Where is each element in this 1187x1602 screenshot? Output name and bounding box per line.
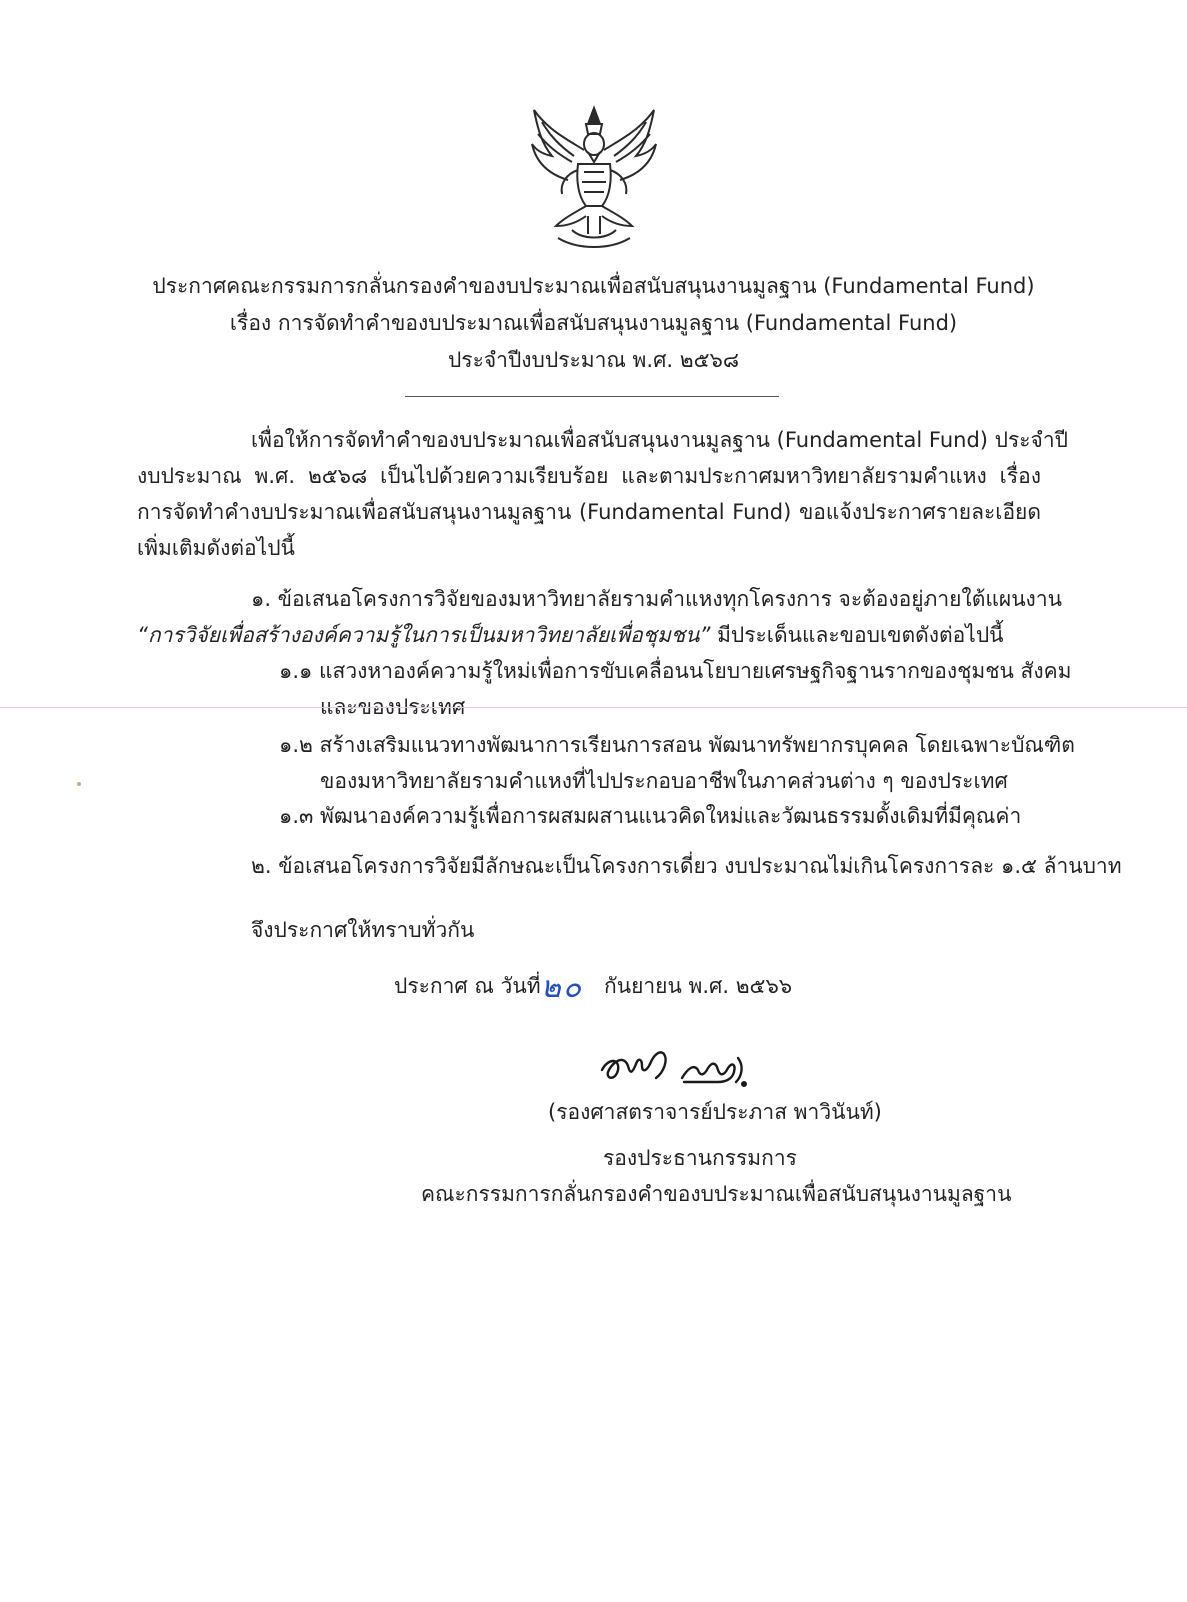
- item-1-plan-line: [137, 621, 1004, 649]
- intro-line: งบประมาณ พ.ศ. ๒๕๖๘ เป็นไปด้วยความเรียบร้อย และตามประกาศมหาวิทยาลัยรามคำแหง เรื่อง: [137, 464, 1041, 488]
- handwritten-signature: [594, 1040, 774, 1100]
- plan-name: “การวิจัยเพื่อสร้างองค์ความรู้ในการเป็นมหาวิทยาลัยเพื่อชุมชน”: [137, 623, 711, 647]
- intro-line: การจัดทำคำงบประมาณเพื่อสนับสนุนงานมูลฐาน (Fundamental Fund) ขอแจ้งประกาศรายละเอียด: [137, 500, 1041, 524]
- item-2-text: ๒. ข้อเสนอโครงการวิจัยมีลักษณะเป็นโครงการเดี่ยว งบประมาณไม่เกินโครงการละ ๑.๕ ล้านบาท: [251, 854, 1122, 878]
- garuda-emblem-icon: [528, 100, 660, 252]
- scan-artifact-line: [0, 707, 1187, 708]
- title-divider: [405, 396, 779, 397]
- signatory-name: (รองศาสตราจารย์ประภาส พาวินันท์): [548, 1100, 882, 1124]
- committee-name: คณะกรรมการกลั่นกรองคำของบประมาณเพื่อสนับสนุนงานมูลฐาน: [421, 1182, 1012, 1206]
- item-1-1-text: ๑.๑ แสวงหาองค์ความรู้ใหม่เพื่อการขับเคลื่อนนโยบายเศรษฐกิจฐานรากของชุมชน สังคม: [279, 659, 1072, 683]
- plan-scope-text: มีประเด็นและขอบเขตดังต่อไปนี้: [717, 623, 1004, 647]
- scan-speck: [77, 782, 81, 786]
- signatory-position: รองประธานกรรมการ: [603, 1146, 797, 1170]
- item-1-2-text: ๑.๒ สร้างเสริมแนวทางพัฒนาการเรียนการสอน พัฒนาทรัพยากรบุคคล โดยเฉพาะบัณฑิต: [279, 733, 1075, 757]
- announcement-title: ประกาศคณะกรรมการกลั่นกรองคำของบประมาณเพื่อสนับสนุนงานมูลฐาน (Fundamental Fund): [152, 274, 1035, 298]
- announcement-subject: เรื่อง การจัดทำคำของบประมาณเพื่อสนับสนุนงานมูลฐาน (Fundamental Fund): [229, 311, 958, 335]
- fiscal-year-line: ประจำปีงบประมาณ พ.ศ. ๒๕๖๘: [447, 348, 740, 372]
- item-1-text: ๑. ข้อเสนอโครงการวิจัยของมหาวิทยาลัยรามคำแหงทุกโครงการ จะต้องอยู่ภายใต้แผนงาน: [251, 587, 1062, 611]
- date-suffix: กันยายน พ.ศ. ๒๕๖๖: [604, 974, 793, 998]
- item-1-1-continuation: และของประเทศ: [320, 695, 466, 719]
- handwritten-day: ๒๐: [541, 970, 584, 1005]
- date-prefix: ประกาศ ณ วันที่: [394, 974, 541, 998]
- item-1-3-text: ๑.๓ พัฒนาองค์ความรู้เพื่อการผสมผสานแนวคิดใหม่และวัฒนธรรมดั้งเดิมที่มีคุณค่า: [279, 804, 1022, 828]
- closing-text: จึงประกาศให้ทราบทั่วกัน: [251, 918, 475, 942]
- intro-line: เพิ่มเติมดังต่อไปนี้: [137, 536, 295, 560]
- intro-line: เพื่อให้การจัดทำคำของบประมาณเพื่อสนับสนุนงานมูลฐาน (Fundamental Fund) ประจำปี: [251, 428, 1068, 452]
- item-1-2-continuation: ของมหาวิทยาลัยรามคำแหงที่ไปประกอบอาชีพในภาคส่วนต่าง ๆ ของประเทศ: [320, 769, 1008, 793]
